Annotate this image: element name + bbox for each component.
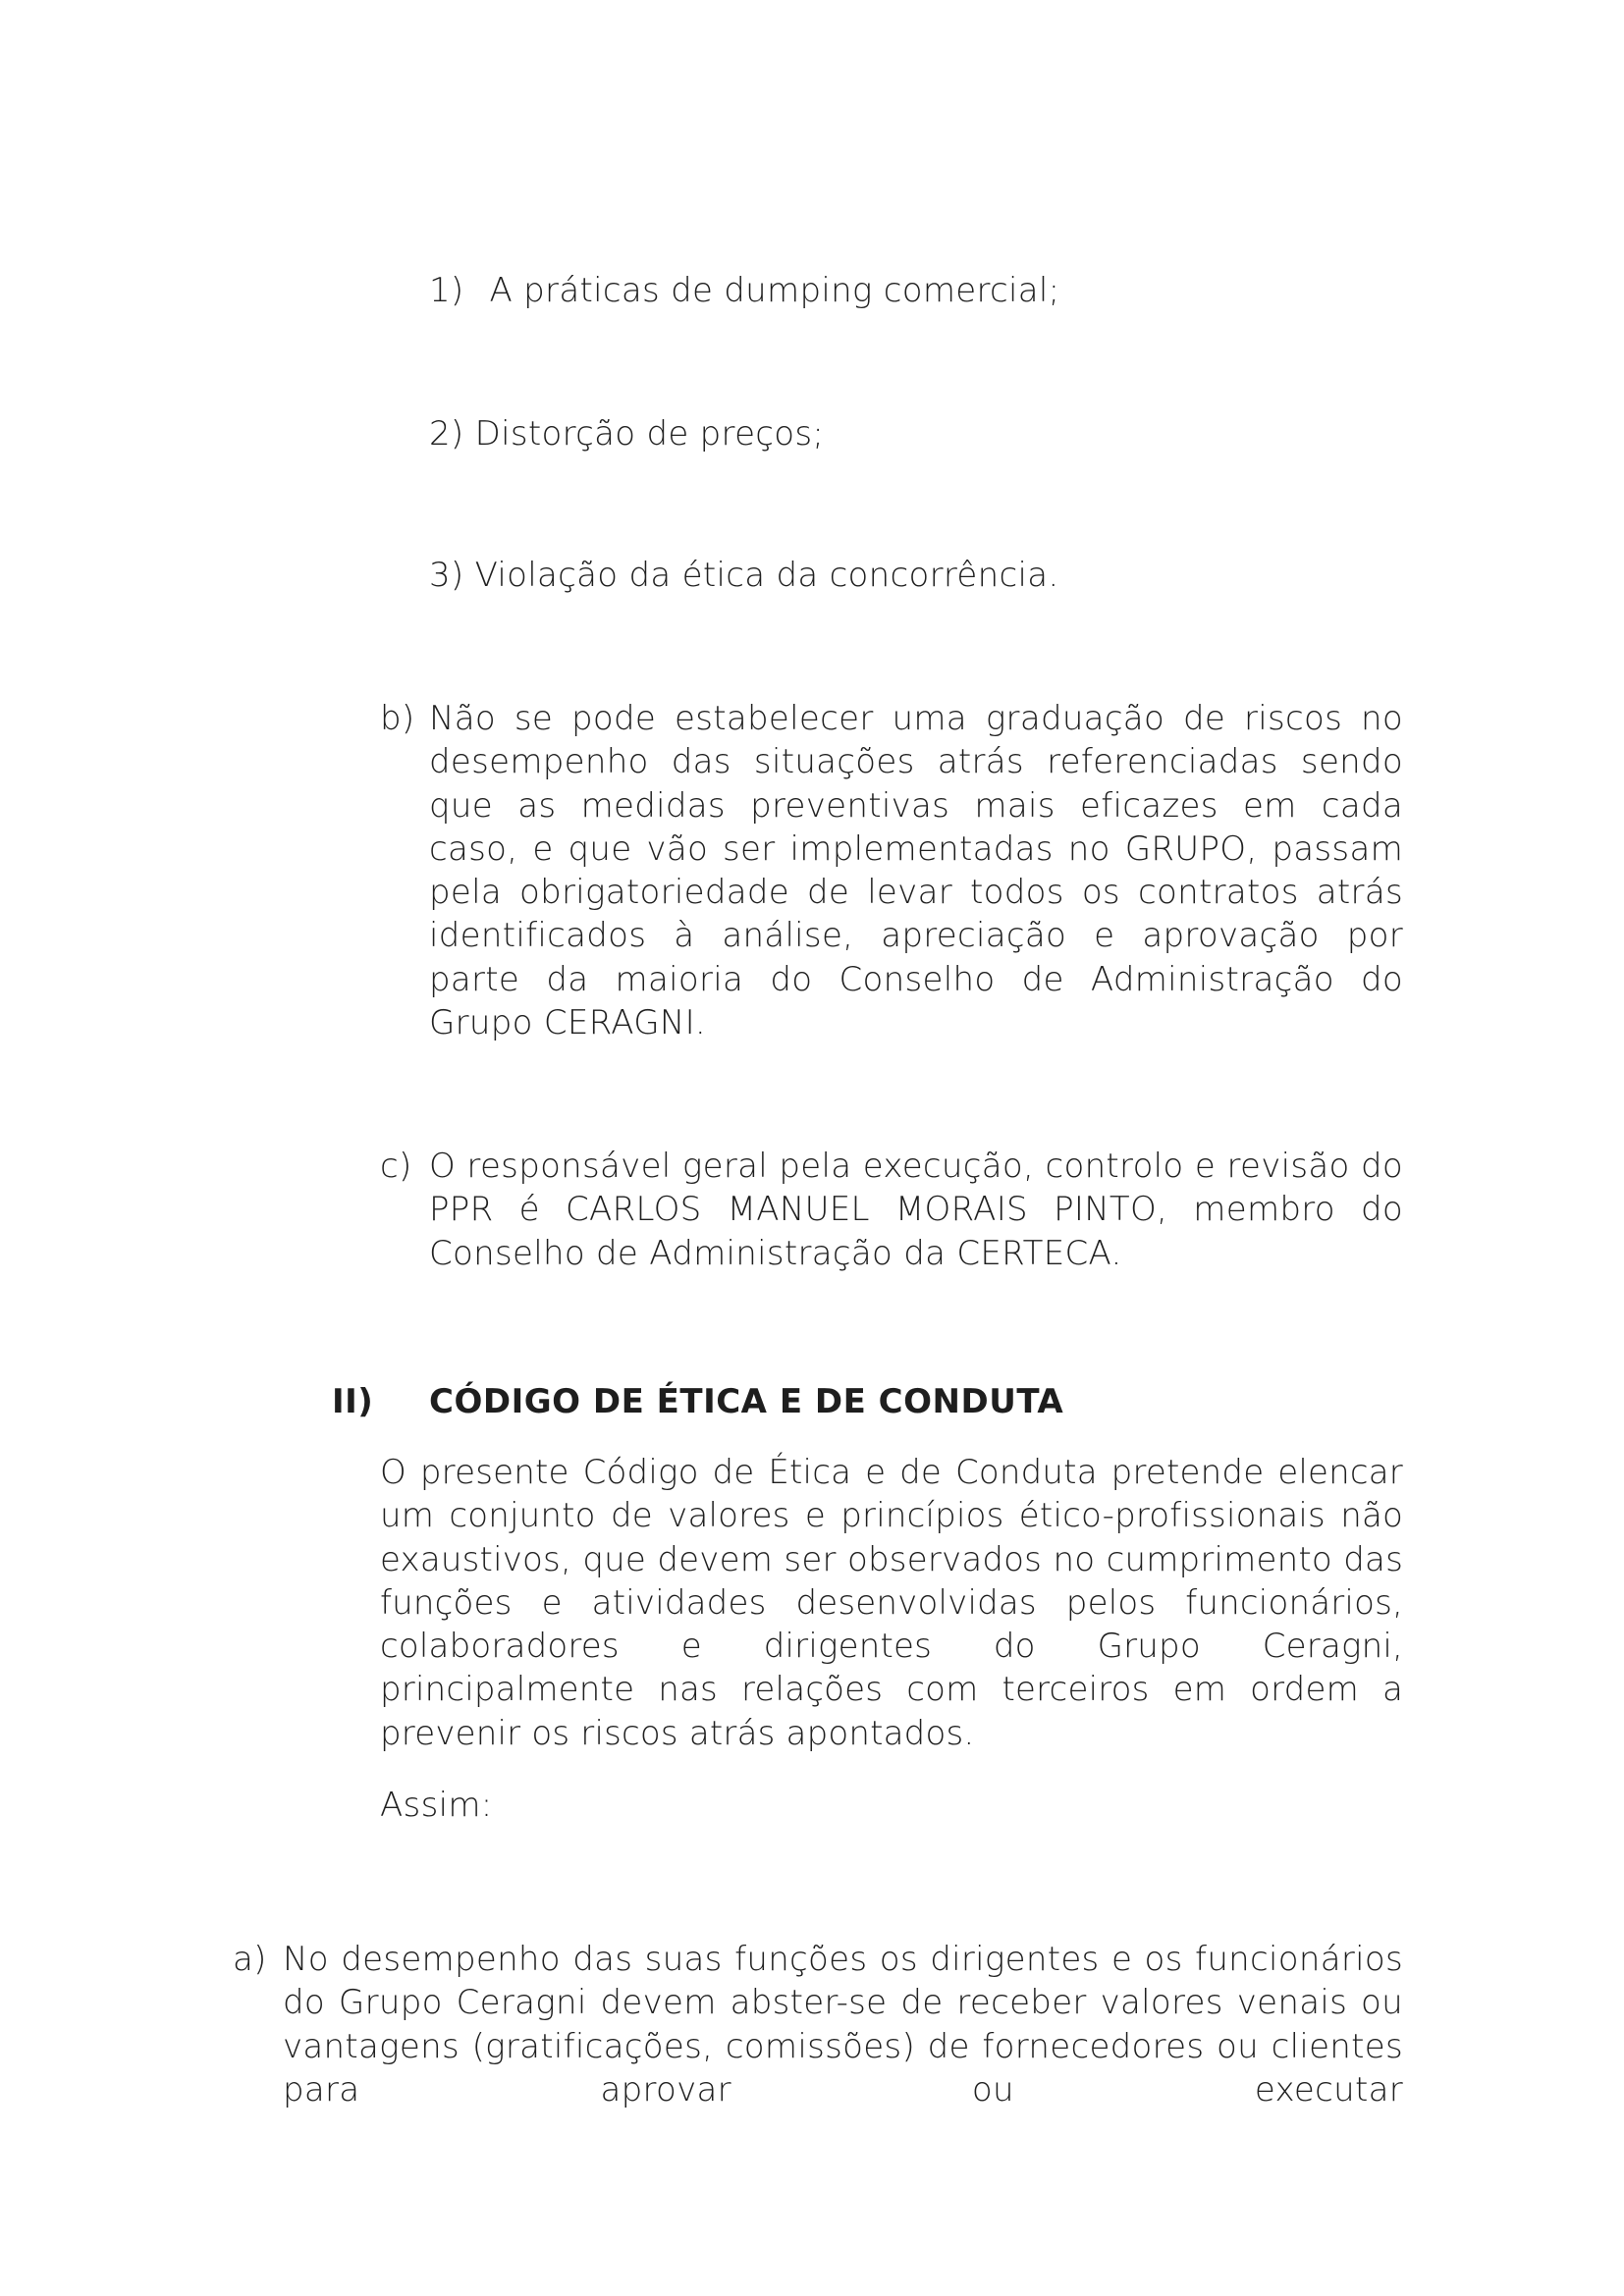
item-label: c) [380,1147,412,1186]
item-text: No desempenho das suas funções os dirigentes e os funcionários do Grupo Ceragni devem abster-se de receber valores venais ou vantagens (gratificações, comissões) de fornecedores ou clientes para aprovar ou executar [283,1940,1403,2109]
paragraph-item-c [380,1145,1403,1275]
list-item-label: 1) [429,271,464,310]
list-item-1 [429,271,1059,310]
list-item-2 [429,414,824,454]
list-item-label: 3) [429,556,464,595]
assim-text: Assim: [380,1786,493,1825]
item-label: b) [380,699,415,738]
section-heading [332,1382,1063,1421]
section-number: II) [332,1382,374,1421]
list-item-label: 2) [429,414,464,454]
item-label: a) [233,1940,267,1979]
paragraph-item-b [380,697,1403,1044]
paragraph-item-a [233,1938,1403,2111]
section-title: CÓDIGO DE ÉTICA E DE CONDUTA [429,1382,1064,1421]
list-item-text: Distorção de preços; [474,414,825,454]
list-item-text: A práticas de dumping comercial; [489,271,1060,310]
item-text: O responsável geral pela execução, controlo e revisão do PPR é CARLOS MANUEL MORAIS PINTO, membro do Conselho de Administração da CERTECA. [429,1147,1403,1273]
item-text: Não se pode estabelecer uma graduação de riscos no desempenho das situações atrás referenciadas sendo que as medidas preventivas mais eficazes em cada caso, e que vão ser implementadas no GRUPO, passam pela obrigatoriedade de levar todos os contratos atrás identificados à análise, apreciação e aprovação por parte da maioria do Conselho de Administração do Grupo CERAGNI. [429,699,1403,1043]
list-item-text: Violação da ética da concorrência. [474,556,1059,595]
list-item-3 [429,556,1058,595]
section-paragraph: O presente Código de Ética e de Conduta pretende elencar um conjunto de valores e princípios ético-profissionais não exaustivos, que devem ser observados no cumprimento das funções e atividades desenvolvidas pelos funcionários, colaboradores e dirigentes do Grupo Ceragni, principalmente nas relações com terceiros em ordem a prevenir os riscos atrás apontados. [380,1453,1403,1753]
